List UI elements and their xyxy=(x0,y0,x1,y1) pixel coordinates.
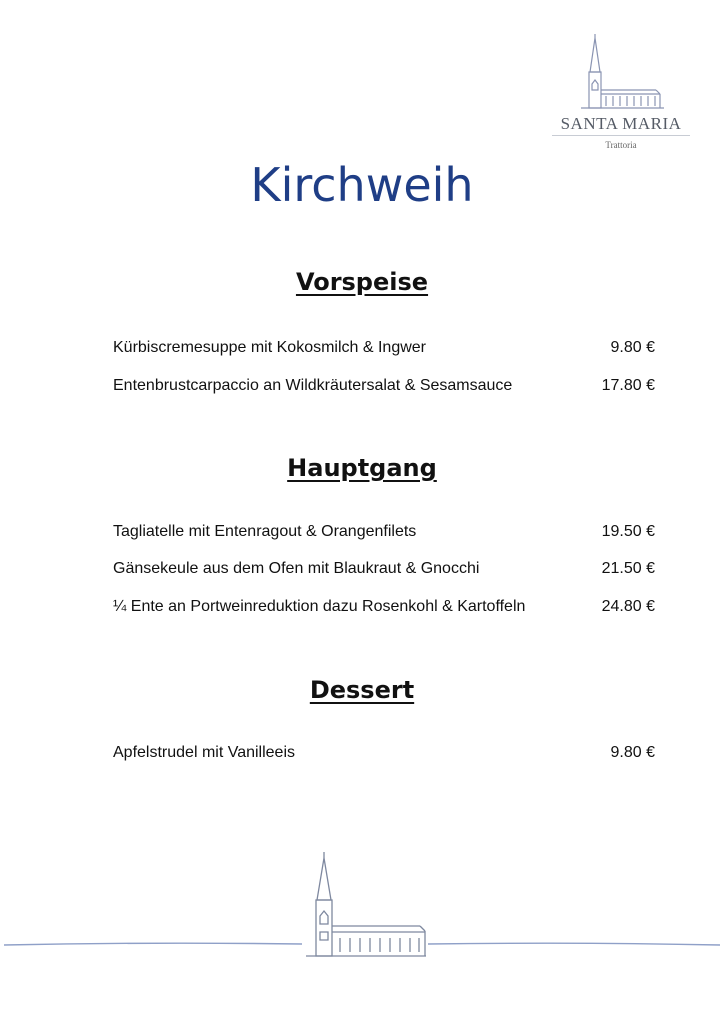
menu-item-name: Gänsekeule aus dem Ofen mit Blaukraut & Gnocchi xyxy=(113,560,480,577)
menu-item-name: Tagliatelle mit Entenragout & Orangenfilets xyxy=(113,523,417,540)
menu-item-price: 21.50 € xyxy=(601,560,655,577)
menu-item-price: 9.80 € xyxy=(610,339,655,356)
logo-divider xyxy=(552,135,690,136)
church-icon xyxy=(576,32,668,112)
menu-item xyxy=(113,598,655,620)
section-heading-hauptgang: Hauptgang xyxy=(287,454,437,482)
logo-subtitle: Trattoria xyxy=(605,140,637,150)
menu-item-price: 17.80 € xyxy=(601,377,655,394)
page-title: Kirchweih xyxy=(250,158,474,212)
menu-item xyxy=(113,523,655,545)
church-icon xyxy=(0,848,724,964)
menu-item xyxy=(113,744,655,766)
section-heading-dessert: Dessert xyxy=(309,676,415,704)
section-heading-vorspeise: Vorspeise xyxy=(295,268,429,296)
footer-decoration xyxy=(0,848,724,964)
menu-item-name: Apfelstrudel mit Vanilleeis xyxy=(113,744,296,761)
menu-item xyxy=(113,339,655,361)
menu-item-name: ¼ Ente an Portweinreduktion dazu Rosenkohl & Kartoffeln xyxy=(113,598,526,615)
menu-item-price: 9.80 € xyxy=(610,744,655,761)
menu-item-price: 24.80 € xyxy=(601,598,655,615)
menu-item xyxy=(113,377,655,399)
restaurant-logo xyxy=(548,32,698,152)
logo-name: SANTA MARIA xyxy=(560,114,682,133)
menu-item xyxy=(113,560,655,582)
menu-item-name: Entenbrustcarpaccio an Wildkräutersalat & Sesamsauce xyxy=(113,377,513,394)
menu-item-name: Kürbiscremesuppe mit Kokosmilch & Ingwer xyxy=(113,339,427,356)
menu-item-price: 19.50 € xyxy=(601,523,655,540)
